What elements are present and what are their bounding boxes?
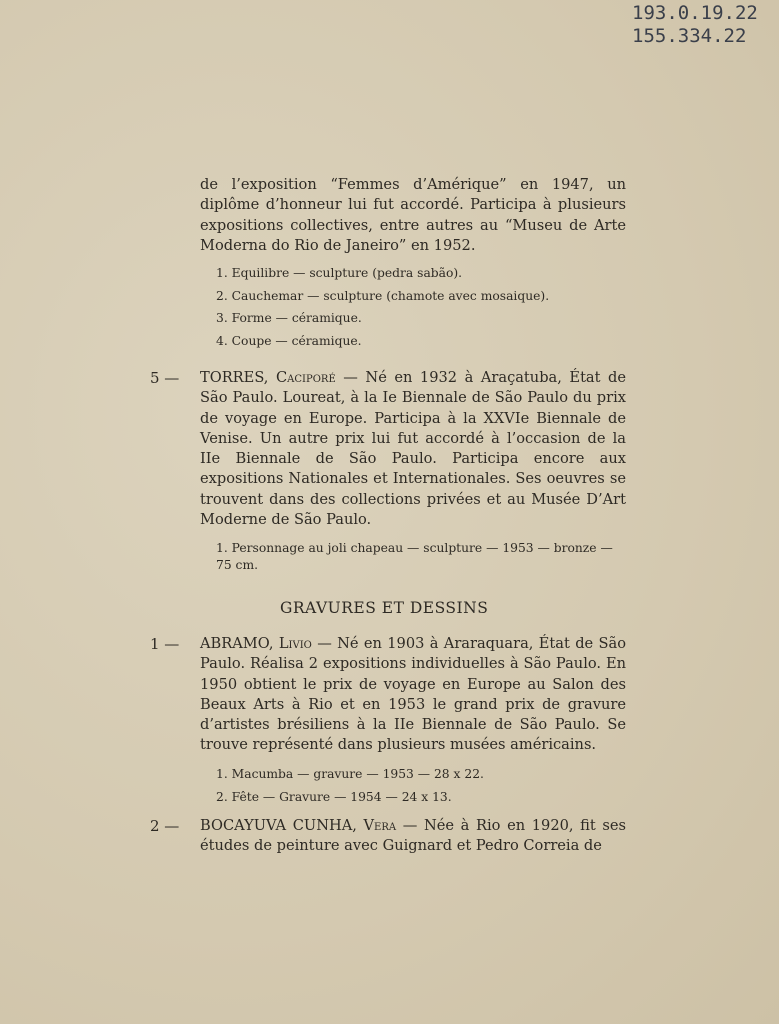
entry-number-abramo: 1 — bbox=[150, 635, 180, 653]
section-heading: GRAVURES ET DESSINS bbox=[280, 599, 489, 617]
artist-biography: — Né en 1903 à Araraquara, État de São Paulo. Réalisa 2 expositions individuelles à São Paulo. En 1950 obtient le prix de voyage en Europe au Salon des Beaux Arts à Rio et en 1953 le grand prix de gravure d’artistes brésiliens à la IIe Biennale de São Paulo. Se trouve représenté dans plusieurs musées américains. bbox=[200, 635, 626, 754]
abramo-works-list bbox=[216, 763, 626, 808]
artist-surname: ABRAMO, bbox=[200, 635, 274, 652]
artist-surname: TORRES, bbox=[200, 369, 269, 386]
list-item: 1. Macumba — gravure — 1953 — 28 x 22. bbox=[216, 767, 484, 781]
entry-number-bocayuva: 2 — bbox=[150, 817, 180, 835]
artist-surname: BOCAYUVA CUNHA, bbox=[200, 817, 357, 834]
list-item: 4. Coupe — céramique. bbox=[216, 333, 362, 348]
list-item: 3. Forme — céramique. bbox=[216, 311, 362, 326]
artist-entry-abramo bbox=[200, 634, 626, 756]
list-item: 1. Personnage au joli chapeau — sculpture — 1953 — bronze — 75 cm. bbox=[216, 541, 613, 572]
intro-paragraph: de l’exposition “Femmes d’Amérique” en 1947, un diplôme d’honneur lui fut accordé. Participa à plusieurs expositions collectives, entre autres au “Museu de Arte Moderna do Rio de Janeiro” en 1952. bbox=[200, 176, 626, 254]
artist-first-name: Livio bbox=[278, 635, 312, 652]
torres-works-list bbox=[216, 540, 626, 574]
artist-biography: — Née à Rio en 1920, fit ses études de peinture avec Guignard et Pedro Correia de bbox=[200, 817, 627, 855]
artist-entry-bocayuva bbox=[200, 816, 626, 857]
list-item: 2. Fête — Gravure — 1954 — 24 x 13. bbox=[216, 789, 452, 804]
catalog-number-line-1: 193.0.19.22 bbox=[632, 2, 758, 24]
artist-entry-torres bbox=[200, 368, 626, 530]
intro-works-list bbox=[216, 262, 626, 352]
artist-first-name: Vera bbox=[363, 817, 397, 834]
catalog-number-line-2: 155.334.22 bbox=[632, 25, 747, 47]
handwritten-catalog-number bbox=[632, 2, 776, 48]
list-item: 1. Equilibre — sculpture (pedra sabão). bbox=[216, 266, 463, 280]
entry-number-torres: 5 — bbox=[150, 369, 180, 387]
artist-first-name: Caciporé bbox=[276, 369, 336, 386]
list-item: 2. Cauchemar — sculpture (chamote avec mosaique). bbox=[216, 288, 550, 303]
artist-biography: — Né en 1932 à Araçatuba, État de São Paulo. Loureat, à la Ie Biennale de São Paulo du prix de voyage en Europe. Participa à la XXVIe Biennale de Venise. Un autre prix lui fut accordé à l’occasion de la IIe Biennale de São Paulo. Participa encore aux expositions Nationales et Internationales. Ses oeuvres se trouvent dans des collections privées et au Musée D’Art Moderne de São Paulo. bbox=[200, 369, 627, 529]
